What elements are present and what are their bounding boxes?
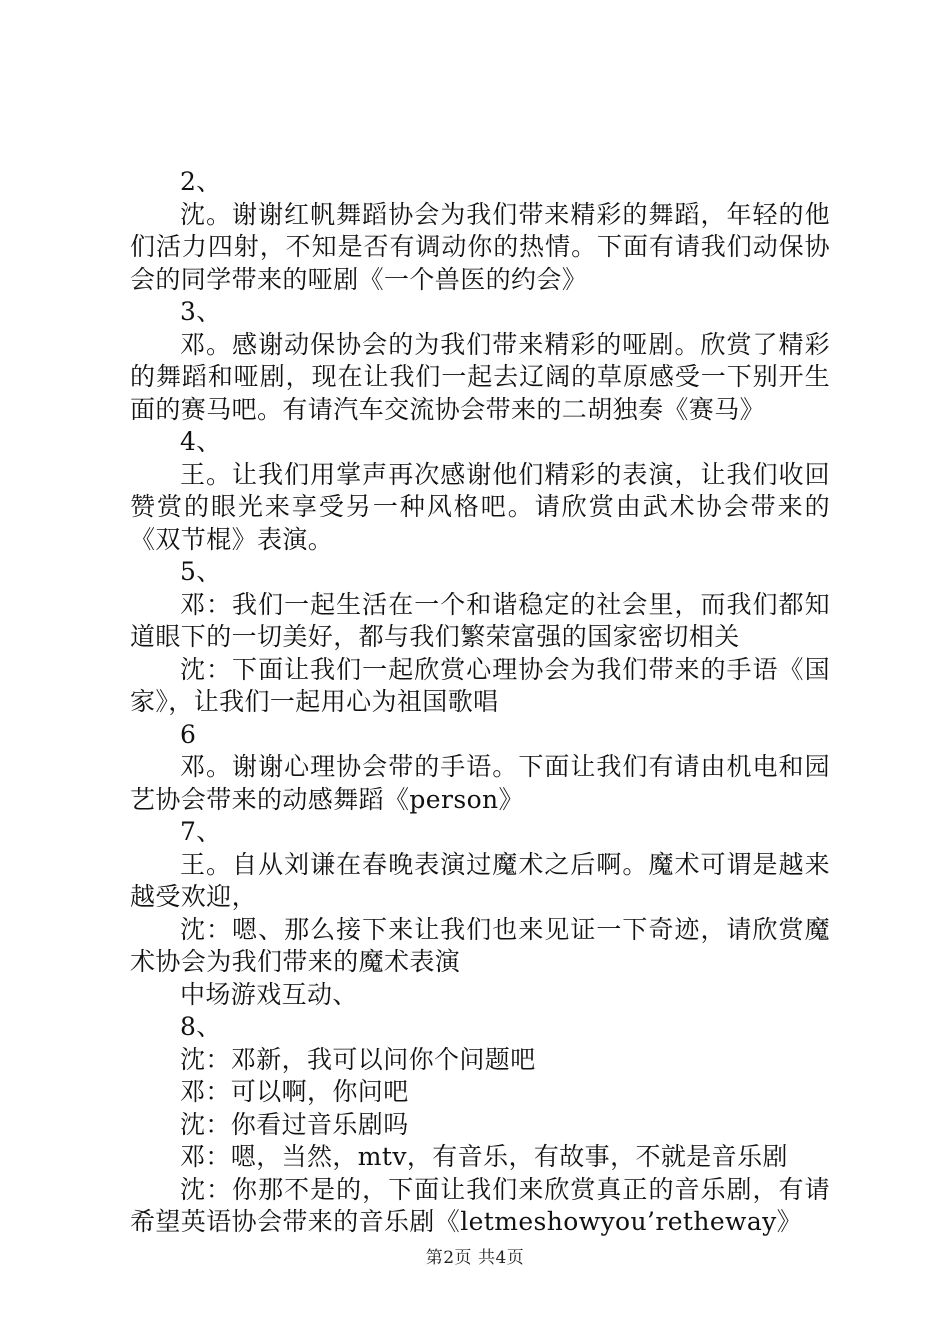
paragraph-20: 邓：嗯，当然，mtv，有音乐，有故事，不就是音乐剧 — [180, 1142, 788, 1171]
paragraph-13: 王。自从刘谦在春晚表演过魔术之后啊。魔术可谓是越来越受欢迎， — [130, 849, 830, 911]
paragraph-17: 沈：邓新，我可以问你个问题吧 — [180, 1044, 536, 1074]
paragraph-15: 中场游戏互动、 — [180, 979, 358, 1009]
paragraph-14: 沈：嗯、那么接下来让我们也来见证一下奇迹，请欣赏魔术协会为我们带来的魔术表演 — [130, 914, 830, 976]
page-number-label: 第2页 共4页 — [425, 1248, 525, 1268]
paragraph-19: 沈：你看过音乐剧吗 — [180, 1109, 409, 1139]
paragraph-2: 沈。谢谢红帆舞蹈协会为我们带来精彩的舞蹈，年轻的他们活力四射，不知是否有调动你的热情。下面有请我们动保协会的同学带来的哑剧《一个兽医的约会》 — [130, 199, 830, 294]
paragraph-21: 沈：你那不是的，下面让我们来欣赏真正的音乐剧，有请希望英语协会带来的音乐剧《letmeshowyou’retheway》 — [130, 1174, 830, 1236]
document-body — [130, 166, 830, 1239]
paragraph-11: 邓。谢谢心理协会带的手语。下面让我们有请由机电和园艺协会带来的动感舞蹈《person》 — [130, 752, 830, 814]
paragraph-1: 2、 — [180, 167, 222, 196]
paragraph-18: 邓：可以啊，你问吧 — [180, 1077, 409, 1106]
paragraph-4: 邓。感谢动保协会的为我们带来精彩的哑剧。欣赏了精彩的舞蹈和哑剧，现在让我们一起去辽阔的草原感受一下别开生面的赛马吧。有请汽车交流协会带来的二胡独奏《赛马》 — [130, 329, 830, 424]
paragraph-6: 王。让我们用掌声再次感谢他们精彩的表演，让我们收回赞赏的眼光来享受另一种风格吧。请欣赏由武术协会带来的《双节棍》表演。 — [130, 459, 830, 554]
paragraph-10: 6 — [180, 719, 197, 749]
paragraph-3: 3、 — [180, 297, 222, 326]
paragraph-16: 8、 — [180, 1012, 222, 1041]
paragraph-7: 5、 — [180, 557, 222, 586]
paragraph-12: 7、 — [180, 817, 222, 846]
page-footer — [0, 1243, 950, 1268]
paragraph-5: 4、 — [180, 427, 222, 456]
paragraph-8: 邓：我们一起生活在一个和谐稳定的社会里，而我们都知道眼下的一切美好，都与我们繁荣富强的国家密切相关 — [130, 589, 830, 651]
paragraph-9: 沈：下面让我们一起欣赏心理协会为我们带来的手语《国家》，让我们一起用心为祖国歌唱 — [130, 654, 830, 716]
